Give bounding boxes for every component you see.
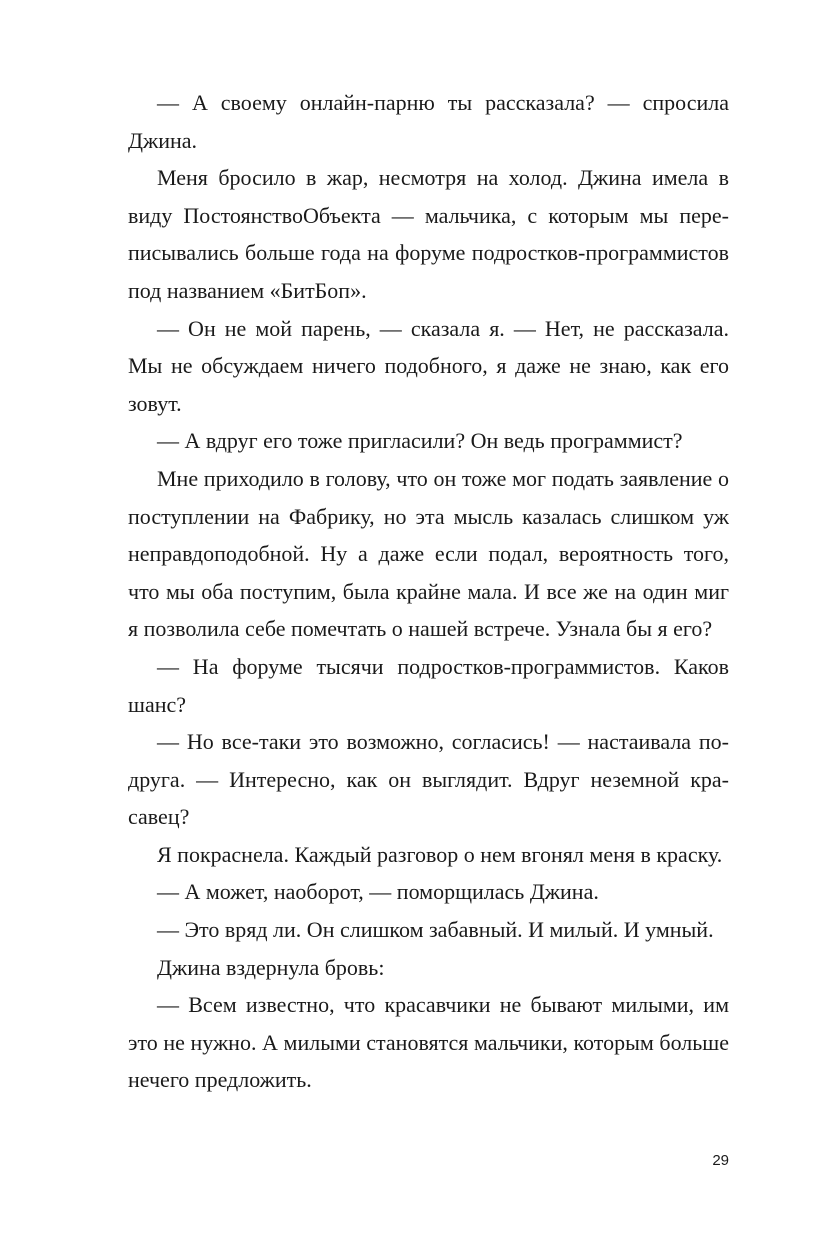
paragraph: — Он не мой парень, — сказала я. — Нет, не рассказала. Мы не обсуждаем ничего подобного, я даже не знаю, как его зовут. (128, 315, 729, 416)
paragraph: — Всем известно, что красавчики не бывают милыми, им это не нужно. А милыми становятся мальчики, которым больше нечего предложить. (128, 992, 729, 1093)
paragraph: Джина вздернула бровь: (157, 954, 385, 980)
paragraph: Я покраснела. Каждый разговор о нем вгонял меня в краску. (157, 841, 723, 867)
page-number: 29 (712, 1152, 729, 1169)
paragraph: — Но все-таки это возможно, согласись! — настаивала подруга. — Интересно, как он выглядит. Вдруг неземной красавец? (128, 729, 729, 830)
paragraph: Меня бросило в жар, несмотря на холод. Джина имела в виду ПостоянствоОбъекта — мальчика, с которым мы переписывались больше года на форуме подростков-программистов под названием «БитБоп». (128, 165, 729, 303)
paragraph: — Это вряд ли. Он слишком забавный. И милый. И умный. (157, 917, 714, 943)
paragraph: — А своему онлайн-парню ты рассказала? — спросила Джина. (128, 90, 729, 153)
paragraph: — А может, наоборот, — поморщилась Джина. (157, 879, 599, 905)
paragraph: — На форуме тысячи подростков-программистов. Каков шанс? (128, 653, 729, 717)
page-body-text (128, 84, 729, 1099)
paragraph: Мне приходило в голову, что он тоже мог подать заявление о поступлении на Фабрику, но эта мысль казалась слишком уж неправдоподобной. Ну а даже если подал, вероятность того, что мы оба поступим, была крайне мала. И все же на один миг я позволила себе помечтать о нашей встрече. Узнала бы я его? (128, 465, 729, 642)
paragraph: — А вдруг его тоже пригласили? Он ведь программист? (157, 428, 683, 454)
